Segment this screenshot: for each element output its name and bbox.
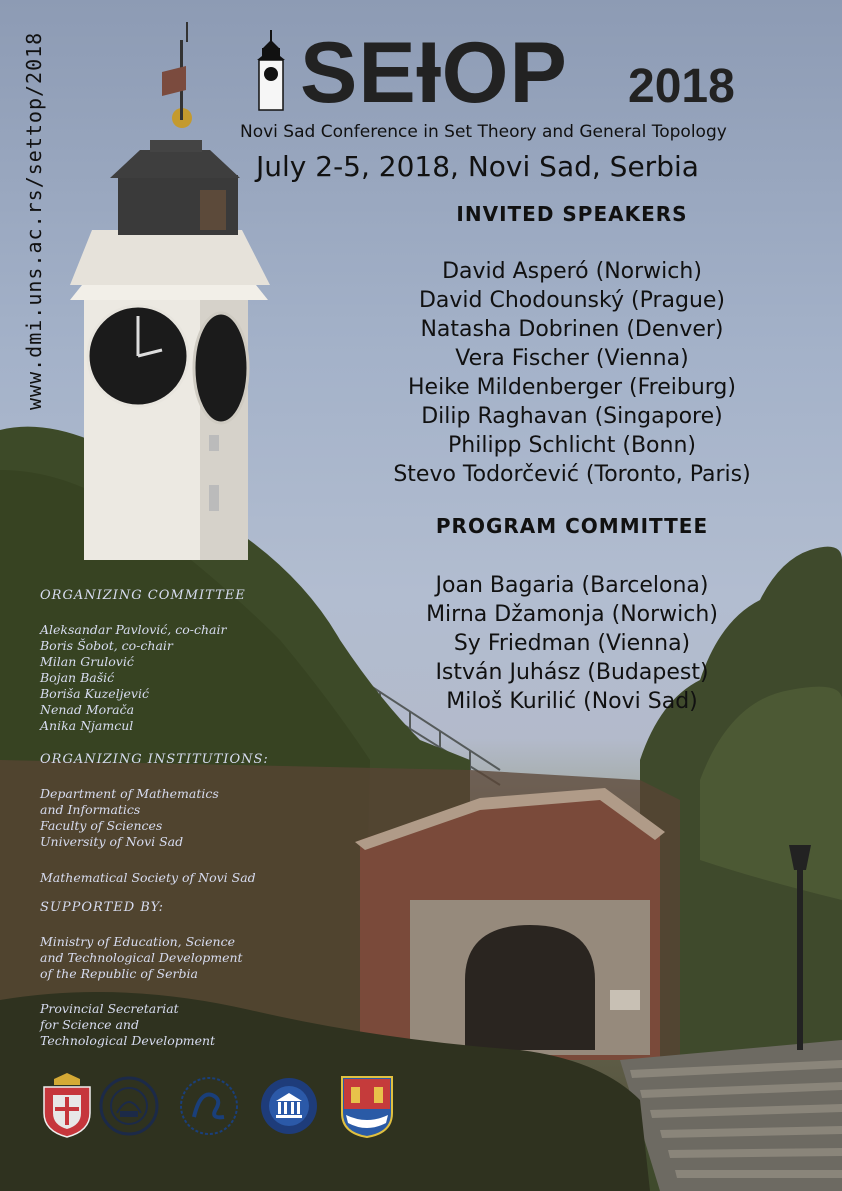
- fortress-gate: [355, 788, 665, 1060]
- committee-member-name: István Juhász (Budapest): [435, 660, 709, 685]
- clock-tower: [70, 22, 270, 560]
- conference-date-location: July 2-5, 2018, Novi Sad, Serbia: [256, 150, 699, 183]
- committee-member-name: Mirna Džamonja (Norwich): [426, 602, 718, 627]
- university-seal-icon: [98, 1073, 160, 1139]
- conference-url[interactable]: www.dmi.uns.ac.rs/settop/2018: [22, 31, 46, 410]
- supporter-line: Ministry of Education, Science: [40, 934, 236, 949]
- organizing-committee-heading: ORGANIZING COMMITTEE: [40, 588, 246, 603]
- supporter-line: Technological Development: [40, 1033, 216, 1048]
- organizer-name: Aleksandar Pavlović, co-chair: [40, 622, 227, 637]
- speaker-name: Natasha Dobrinen (Denver): [420, 317, 724, 342]
- conference-subtitle: Novi Sad Conference in Set Theory and General Topology: [240, 122, 727, 142]
- organizer-name: Nenad Morača: [40, 702, 135, 717]
- organizing-institution-faculty: [40, 786, 219, 850]
- faculty-seal-icon: [258, 1073, 320, 1139]
- clocktower-logo-icon: [253, 30, 289, 112]
- organizer-name: Boriša Kuzeljević: [40, 686, 149, 701]
- speaker-name: Stevo Todorčević (Toronto, Paris): [393, 462, 751, 487]
- supporter-line: and Technological Development: [40, 950, 243, 965]
- institution-line: and Informatics: [40, 802, 141, 817]
- supporter-line: for Science and: [40, 1017, 139, 1032]
- institution-line: University of Novi Sad: [40, 834, 184, 849]
- stone-stairs: [620, 1040, 842, 1191]
- speaker-name: Heike Mildenberger (Freiburg): [408, 375, 736, 400]
- committee-member-name: Joan Bagaria (Barcelona): [435, 573, 709, 598]
- speaker-name: David Chodounský (Prague): [418, 288, 726, 313]
- committee-member-name: Miloš Kurilić (Novi Sad): [446, 689, 698, 714]
- committee-member-name: Sy Friedman (Vienna): [453, 631, 691, 656]
- organizer-name: Anika Njamcul: [40, 718, 134, 733]
- program-committee-heading: PROGRAM COMMITTEE: [435, 514, 709, 538]
- organizing-committee-list: [40, 622, 226, 734]
- serbia-coat-of-arms-icon: [36, 1073, 98, 1139]
- organizer-name: Bojan Bašić: [40, 670, 115, 685]
- invited-speakers-heading: INVITED SPEAKERS: [456, 202, 688, 226]
- invited-speakers-list: [370, 257, 774, 489]
- speaker-name: Dilip Raghavan (Singapore): [421, 404, 723, 429]
- vojvodina-coat-of-arms-icon: [336, 1073, 398, 1139]
- organizing-institution-society: Mathematical Society of Novi Sad: [40, 870, 256, 885]
- math-society-seal-icon: [178, 1073, 240, 1139]
- organizer-name: Boris Šobot, co-chair: [40, 638, 173, 653]
- logo-year: 2018: [628, 60, 735, 113]
- speaker-name: David Asperó (Norwich): [442, 259, 702, 284]
- supporter-line: of the Republic of Serbia: [40, 966, 198, 981]
- speaker-name: Vera Fischer (Vienna): [455, 346, 689, 371]
- institution-line: Department of Mathematics: [40, 786, 219, 801]
- organizer-name: Milan Grulović: [40, 654, 134, 669]
- speaker-name: Philipp Schlicht (Bonn): [448, 433, 696, 458]
- institution-line: Faculty of Sciences: [40, 818, 163, 833]
- organizing-institutions-heading: ORGANIZING INSTITUTIONS:: [40, 752, 269, 767]
- supporter-ministry: [40, 934, 243, 982]
- supporter-provincial-secretariat: [40, 1001, 215, 1049]
- supported-by-heading: SUPPORTED BY:: [40, 900, 164, 915]
- conference-logo-text: SEƗOP: [300, 25, 568, 121]
- supporter-line: Provincial Secretariat: [40, 1001, 179, 1016]
- program-committee-list: [370, 571, 774, 716]
